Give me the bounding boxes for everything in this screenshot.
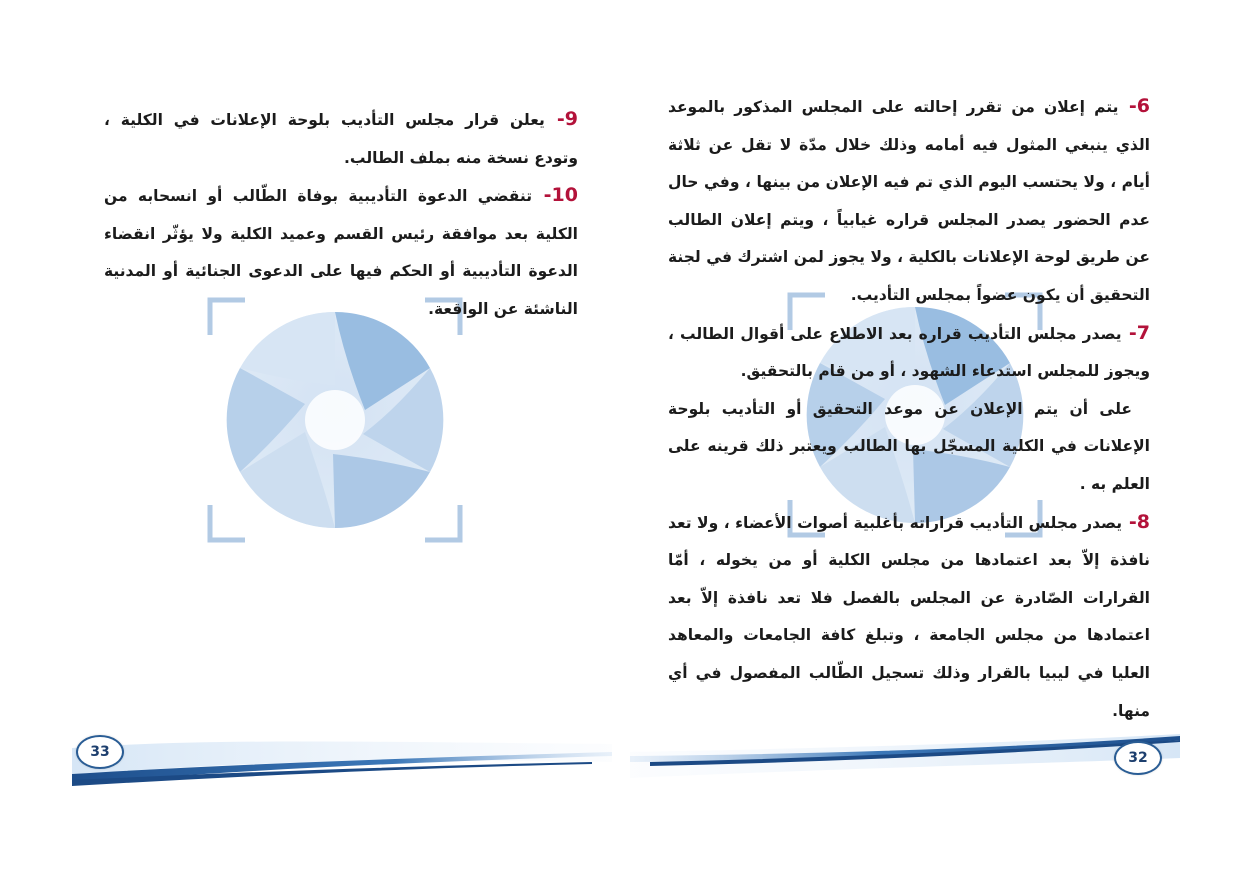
item-number: 9 - bbox=[545, 108, 578, 130]
right-page bbox=[620, 0, 1240, 877]
aperture-watermark-icon bbox=[190, 290, 480, 560]
item-number: 7 - bbox=[1122, 322, 1150, 344]
item-text: تنقضي الدعوة التأديبية بوفاة الطّالب أو انسحابه من الكلية بعد موافقة رئيس القسم وعميد الكلية ولا يؤثّر انقضاء الدعوة التأديبية أو الحكم فيها على الدعوى الجنائية أو المدنية الناشئة عن الواقعة. bbox=[104, 187, 578, 318]
left-page-text bbox=[104, 101, 578, 329]
page-number-badge: 32 bbox=[1114, 741, 1162, 775]
list-item bbox=[668, 315, 1150, 391]
list-item bbox=[668, 88, 1150, 315]
footer-swoosh bbox=[630, 728, 1180, 788]
item-text: يصدر مجلس التأديب قراره بعد الاطلاع على أقوال الطالب ، ويجوز للمجلس استدعاء الشهود ، أو من قام بالتحقيق. bbox=[668, 324, 1150, 381]
item-text: يتم إعلان من تقرر إحالته على المجلس المذكور بالموعد الذي ينبغي المثول فيه أمامه وذلك خلال مدّة لا تقل عن ثلاثة أيام ، ولا يحتسب اليوم الذي تم فيه الإعلان من بينها ، وفي حال عدم الحضور يصدر المجلس قراره غيابياً ، ويتم إعلان الطالب عن طريق لوحة الإعلانات بالكلية ، ولا يجوز لمن اشترك في لجنة التحقيق أن يكون عضواً بمجلس التأديب. bbox=[668, 98, 1150, 304]
item-number: 8 - bbox=[1122, 511, 1150, 533]
page-number-badge: 33 bbox=[76, 735, 124, 769]
list-item bbox=[104, 101, 578, 177]
item-text: يعلن قرار مجلس التأديب بلوحة الإعلانات في الكلية ، وتودع نسخة منه بملف الطالب. bbox=[104, 111, 578, 167]
list-item bbox=[668, 504, 1150, 731]
item-text: يصدر مجلس التأديب قراراته بأغلبية أصوات الأعضاء ، ولا تعد نافذة إلاّ بعد اعتمادها من مجلس الكلية أو من يخوله ، أمّا القرارات الصّادرة عن المجلس بالفصل فلا تعد نافذة إلاّ بعد اعتمادها من مجلس الجامعة ، وتبلغ كافة الجامعات والمعاهد العليا في ليبيا بالقرار وذلك تسجيل الطّالب المفصول في أي منها. bbox=[668, 513, 1150, 720]
item-number: 10 - bbox=[532, 184, 578, 206]
list-item bbox=[668, 391, 1150, 504]
footer-swoosh bbox=[72, 728, 612, 788]
item-text: على أن يتم الإعلان عن موعد التحقيق أو التأديب بلوحة الإعلانات في الكلية المسجّل بها الطالب ويعتبر ذلك قرينه على العلم به . bbox=[668, 399, 1150, 493]
list-item bbox=[104, 177, 578, 328]
item-number: 6 - bbox=[1118, 95, 1150, 117]
right-page-text bbox=[668, 88, 1150, 730]
